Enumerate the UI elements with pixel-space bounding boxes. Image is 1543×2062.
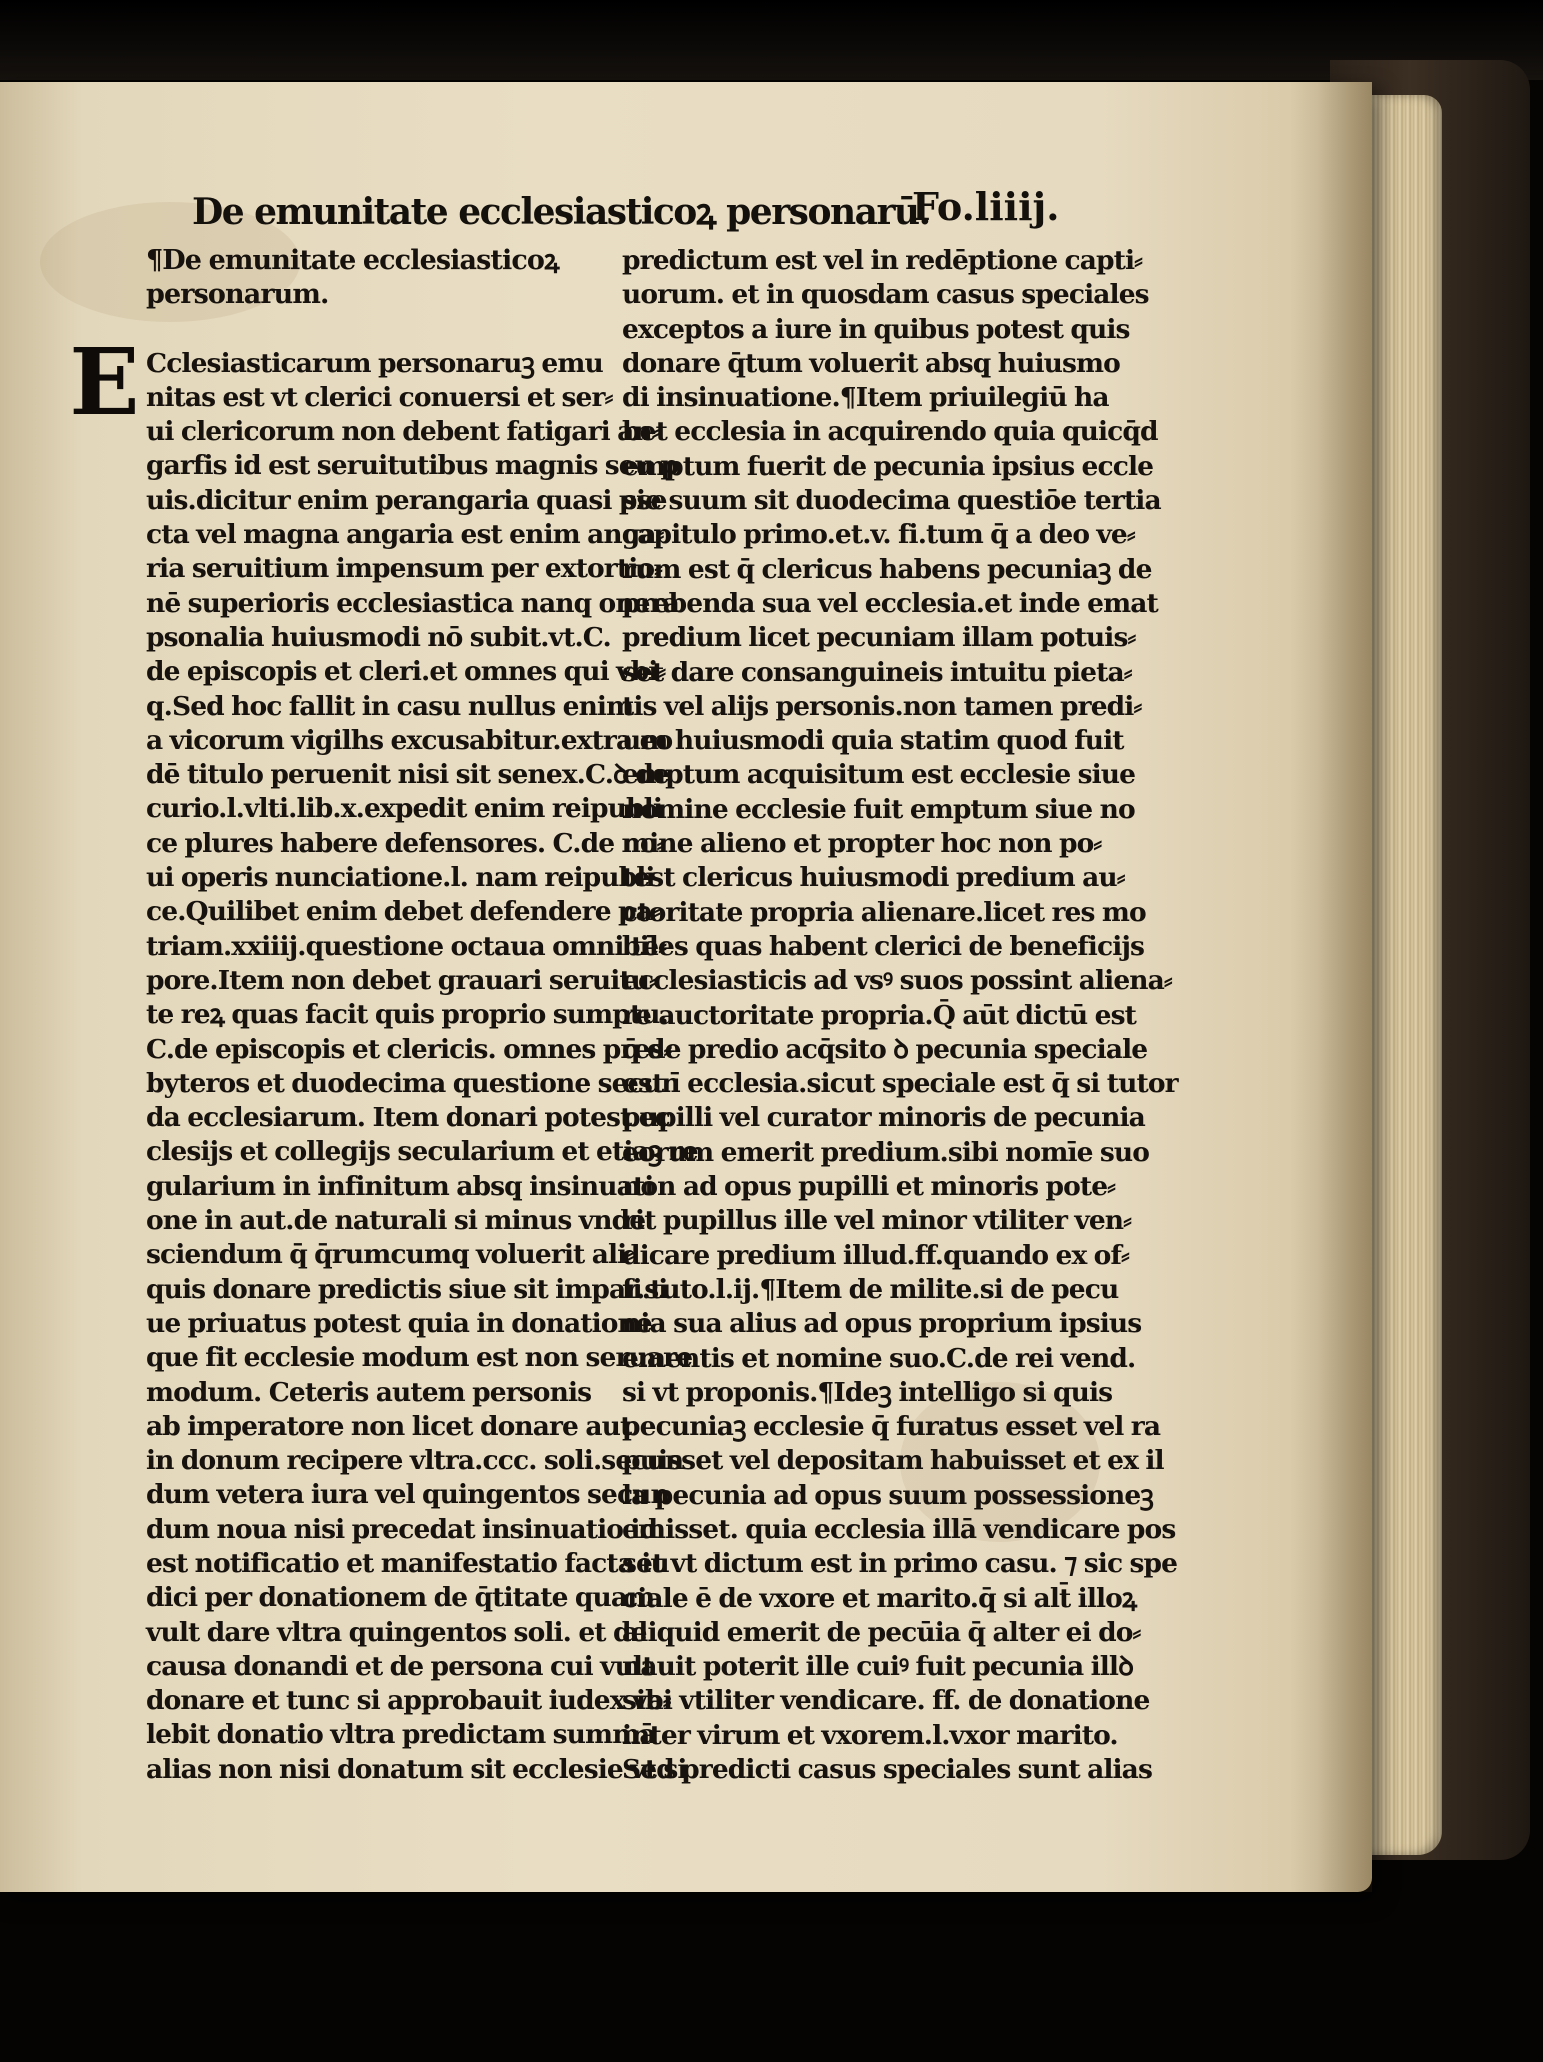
text-line: que fit ecclesie modum est non seruare [146,1342,693,1374]
text-line: ementis et nomine suo.C.de rei vend. [622,1342,1136,1374]
text-line: modum. Ceteris autem personis [146,1376,592,1408]
text-line: triam.xxiiij.questione octaua omni tē⸗ [146,930,667,962]
text-line: de episcopis et cleri.et omnes qui vbi⸗ [146,656,666,688]
text-line: q̄ de predio acq̄sito ꝺ pecunia speciale [622,1033,1148,1065]
text-line: puisset vel depositam habuisset et ex il [622,1445,1164,1477]
text-line: nia sua alius ad opus proprium ipsius [622,1308,1142,1340]
text-line: dum vetera iura vel quingentos secun [146,1479,669,1511]
text-line: ui operis nunciatione.l. nam reipubli [146,862,655,894]
text-line: mine alieno et propter hoc non po⸗ [622,828,1102,860]
text-line: prebenda sua vel ecclesia.et inde emat [622,587,1158,619]
text-line: causa donandi et de persona cui vult [146,1650,654,1682]
text-line: inter virum et vxorem.l.vxor marito. [622,1719,1118,1751]
text-line: sciendum q̄ q̄rumcumq̧ voluerit ali⸗ [146,1239,635,1271]
text-line: donare et tunc si approbauit iudex va⸗ [146,1685,671,1717]
text-line: nomine ecclesie fuit emptum siue no [622,793,1135,825]
text-line: quis donare predictis siue sit impar.si [146,1273,668,1305]
text-line: ui clericorum non debent fatigari an⸗ [146,416,660,448]
text-line: lebit donatio vltra predictam summā [146,1719,656,1751]
text-line: bet ecclesia in acquirendo quia quicq̄d [622,416,1158,448]
text-line: la pecunia ad opus suum possessioneꝫ [622,1479,1153,1511]
text-line: emisset. quia ecclesia illā vendicare pos [622,1513,1176,1545]
text-line: predictum est vel in redēptione capti⸗ [622,245,1143,276]
right-column [622,244,1182,1787]
book-binding-top [0,0,1543,80]
text-line: ce.Quilibet enim debet defendere pa⸗ [146,896,660,928]
text-line: in donum recipere vltra.ccc. soli.secun [146,1445,684,1477]
text-line: set vt dictum est in primo casu. ⁊ sic spe [622,1548,1178,1580]
drop-initial: E [69,327,139,436]
text-line: q̧.Sed hoc fallit in casu nullus enim [146,690,634,722]
text-line: fi.tuto.l.ij.¶Item de milite.si de pecu [622,1273,1119,1305]
text-line: uorum. et in quosdam casus speciales [622,279,1149,311]
text-line: dici per donationem de q̄titate quam [146,1582,655,1614]
page-shadow [1290,82,1372,1892]
running-title: De emunitate ecclesiasticoꝝ personarū. [192,191,930,233]
text-line: ue priuatus potest quia in donatione [146,1307,652,1339]
text-line: aliquid emerit de pecūia q̄ alter ei do⸗ [622,1616,1141,1648]
text-line: emptum acquisitum est ecclesie siue [622,759,1136,791]
text-line: one in aut.de naturali si minus vnde [146,1205,646,1237]
section-heading: personarum. [146,279,329,311]
text-line: rum est q̄ clericus habens pecuniaꝫ de [622,553,1152,585]
text-line: emptum fuerit de pecunia ipsius eccle [622,450,1154,482]
text-line: C.de episcopis et clericis. omnes pres⸗ [146,1033,672,1065]
text-line: tis vel alijs personis.non tamen predi⸗ [622,690,1142,722]
text-line: ciale ē de vxore et marito.q̄ si alt̄ illoꝝ [622,1582,1137,1614]
text-line: clesijs et collegijs secularium et etiaꝫ re [146,1136,698,1168]
text-line: predium licet pecuniam illam potuis⸗ [622,622,1136,654]
text-line: pecuniaꝫ ecclesie q̄ furatus esset vel ra [622,1411,1161,1443]
text-line: pore.Item non debet grauari seruitu⸗ [146,964,658,996]
text-line: di insinuatione.¶Item priuilegiū ha [622,382,1109,414]
running-header [192,180,1060,240]
text-line: capitulo primo.et.v. fi.tum q̄ a deo ve⸗ [622,519,1135,551]
text-line: te reꝝ quas facit quis proprio sumptu. [146,999,668,1031]
text-line: sibi vtiliter vendicare. ff. de donatione [622,1685,1150,1717]
text-line: dicare predium illud.ff.quando ex of⸗ [622,1239,1129,1271]
left-column [69,244,698,1787]
section-heading: ¶De emunitate ecclesiasticoꝝ [146,245,559,276]
text-line: uis.dicitur enim perangaria quasi pse [146,484,667,516]
text-line: dē titulo peruenit nisi sit senex.C.ꝺ de [146,759,669,791]
text-line: Sed predicti casus speciales sunt alias [622,1754,1152,1786]
text-line: re auctoritate propria.Q̄ aūt dictū est [622,999,1136,1031]
text-line: garfis id est seruitutibus magnis seu p [146,450,679,482]
text-line: biles quas habent clerici de beneficijs [622,930,1145,962]
folio-number: Fo.liiij. [912,184,1060,229]
text-line: set dare consanguineis intuitu pieta⸗ [622,656,1132,688]
text-line: curio.l.vlti.lib.x.expedit enim reipubli [146,793,662,825]
text-line: alias non nisi donatum sit ecclesie vt si [146,1753,687,1785]
text-line: nauit poterit ille cuiꝰ fuit pecunia illꝺ [622,1651,1134,1683]
text-line: est ī ecclesia.sicut speciale est q̄ si tutor [622,1068,1178,1100]
text-line: ria seruitium impensum per extortio⸗ [146,553,663,585]
text-line: test clericus huiusmodi predium au⸗ [622,862,1125,894]
text-line: non ad opus pupilli et minoris pote⸗ [622,1171,1116,1203]
text-line: rit pupillus ille vel minor vtiliter ven⸗ [622,1205,1132,1237]
text-line: nē superioris ecclesiastica nanq̧ onera [146,587,679,619]
text-line: si vt proponis.¶Ideꝫ intelligo si quis [622,1376,1113,1408]
text-line: exceptos a iure in quibus potest quis [622,313,1130,345]
text-line: sie suum sit duodecima questiōe tertia [622,485,1161,517]
text-line: ce plures habere defensores. C.de no⸗ [146,827,665,859]
text-line: eorum emerit predium.sibi nomīe suo [622,1136,1150,1168]
text-line: Cclesiasticarum personaruꝫ emu [146,347,603,379]
text-line: dum noua nisi precedat insinuatio id [146,1513,658,1545]
text-line: a vicorum vigilhs excusabitur.extra eo [146,724,673,756]
text-line: pupilli vel curator minoris de pecunia [622,1102,1145,1134]
text-line: psonalia huiusmodi nō subit.vt.C. [146,621,611,653]
text-line: ctoritate propria alienare.licet res mo [622,896,1146,928]
text-line: gularium in infinitum absq̧ insinuati [146,1170,654,1202]
text-line: ecclesiasticis ad vsꝰ suos possint aliena⸗ [622,965,1172,997]
text-line: est notificatio et manifestatio facta iu [146,1547,669,1579]
text-line: nitas est vt clerici conuersi et ser⸗ [146,381,613,413]
text-line: byteros et duodecima questione secun [146,1067,680,1099]
text-line: da ecclesiarum. Item donari potest ec [146,1102,670,1134]
text-line: vult dare vltra quingentos soli. et de [146,1616,647,1648]
text-line: ab imperatore non licet donare aut [146,1410,632,1442]
text-line: um huiusmodi quia statim quod fuit [622,725,1124,757]
text-line: cta vel magna angaria est enim anga⸗ [146,519,664,551]
text-line: donare q̄tum voluerit absq̧ huiusmo [622,347,1120,379]
